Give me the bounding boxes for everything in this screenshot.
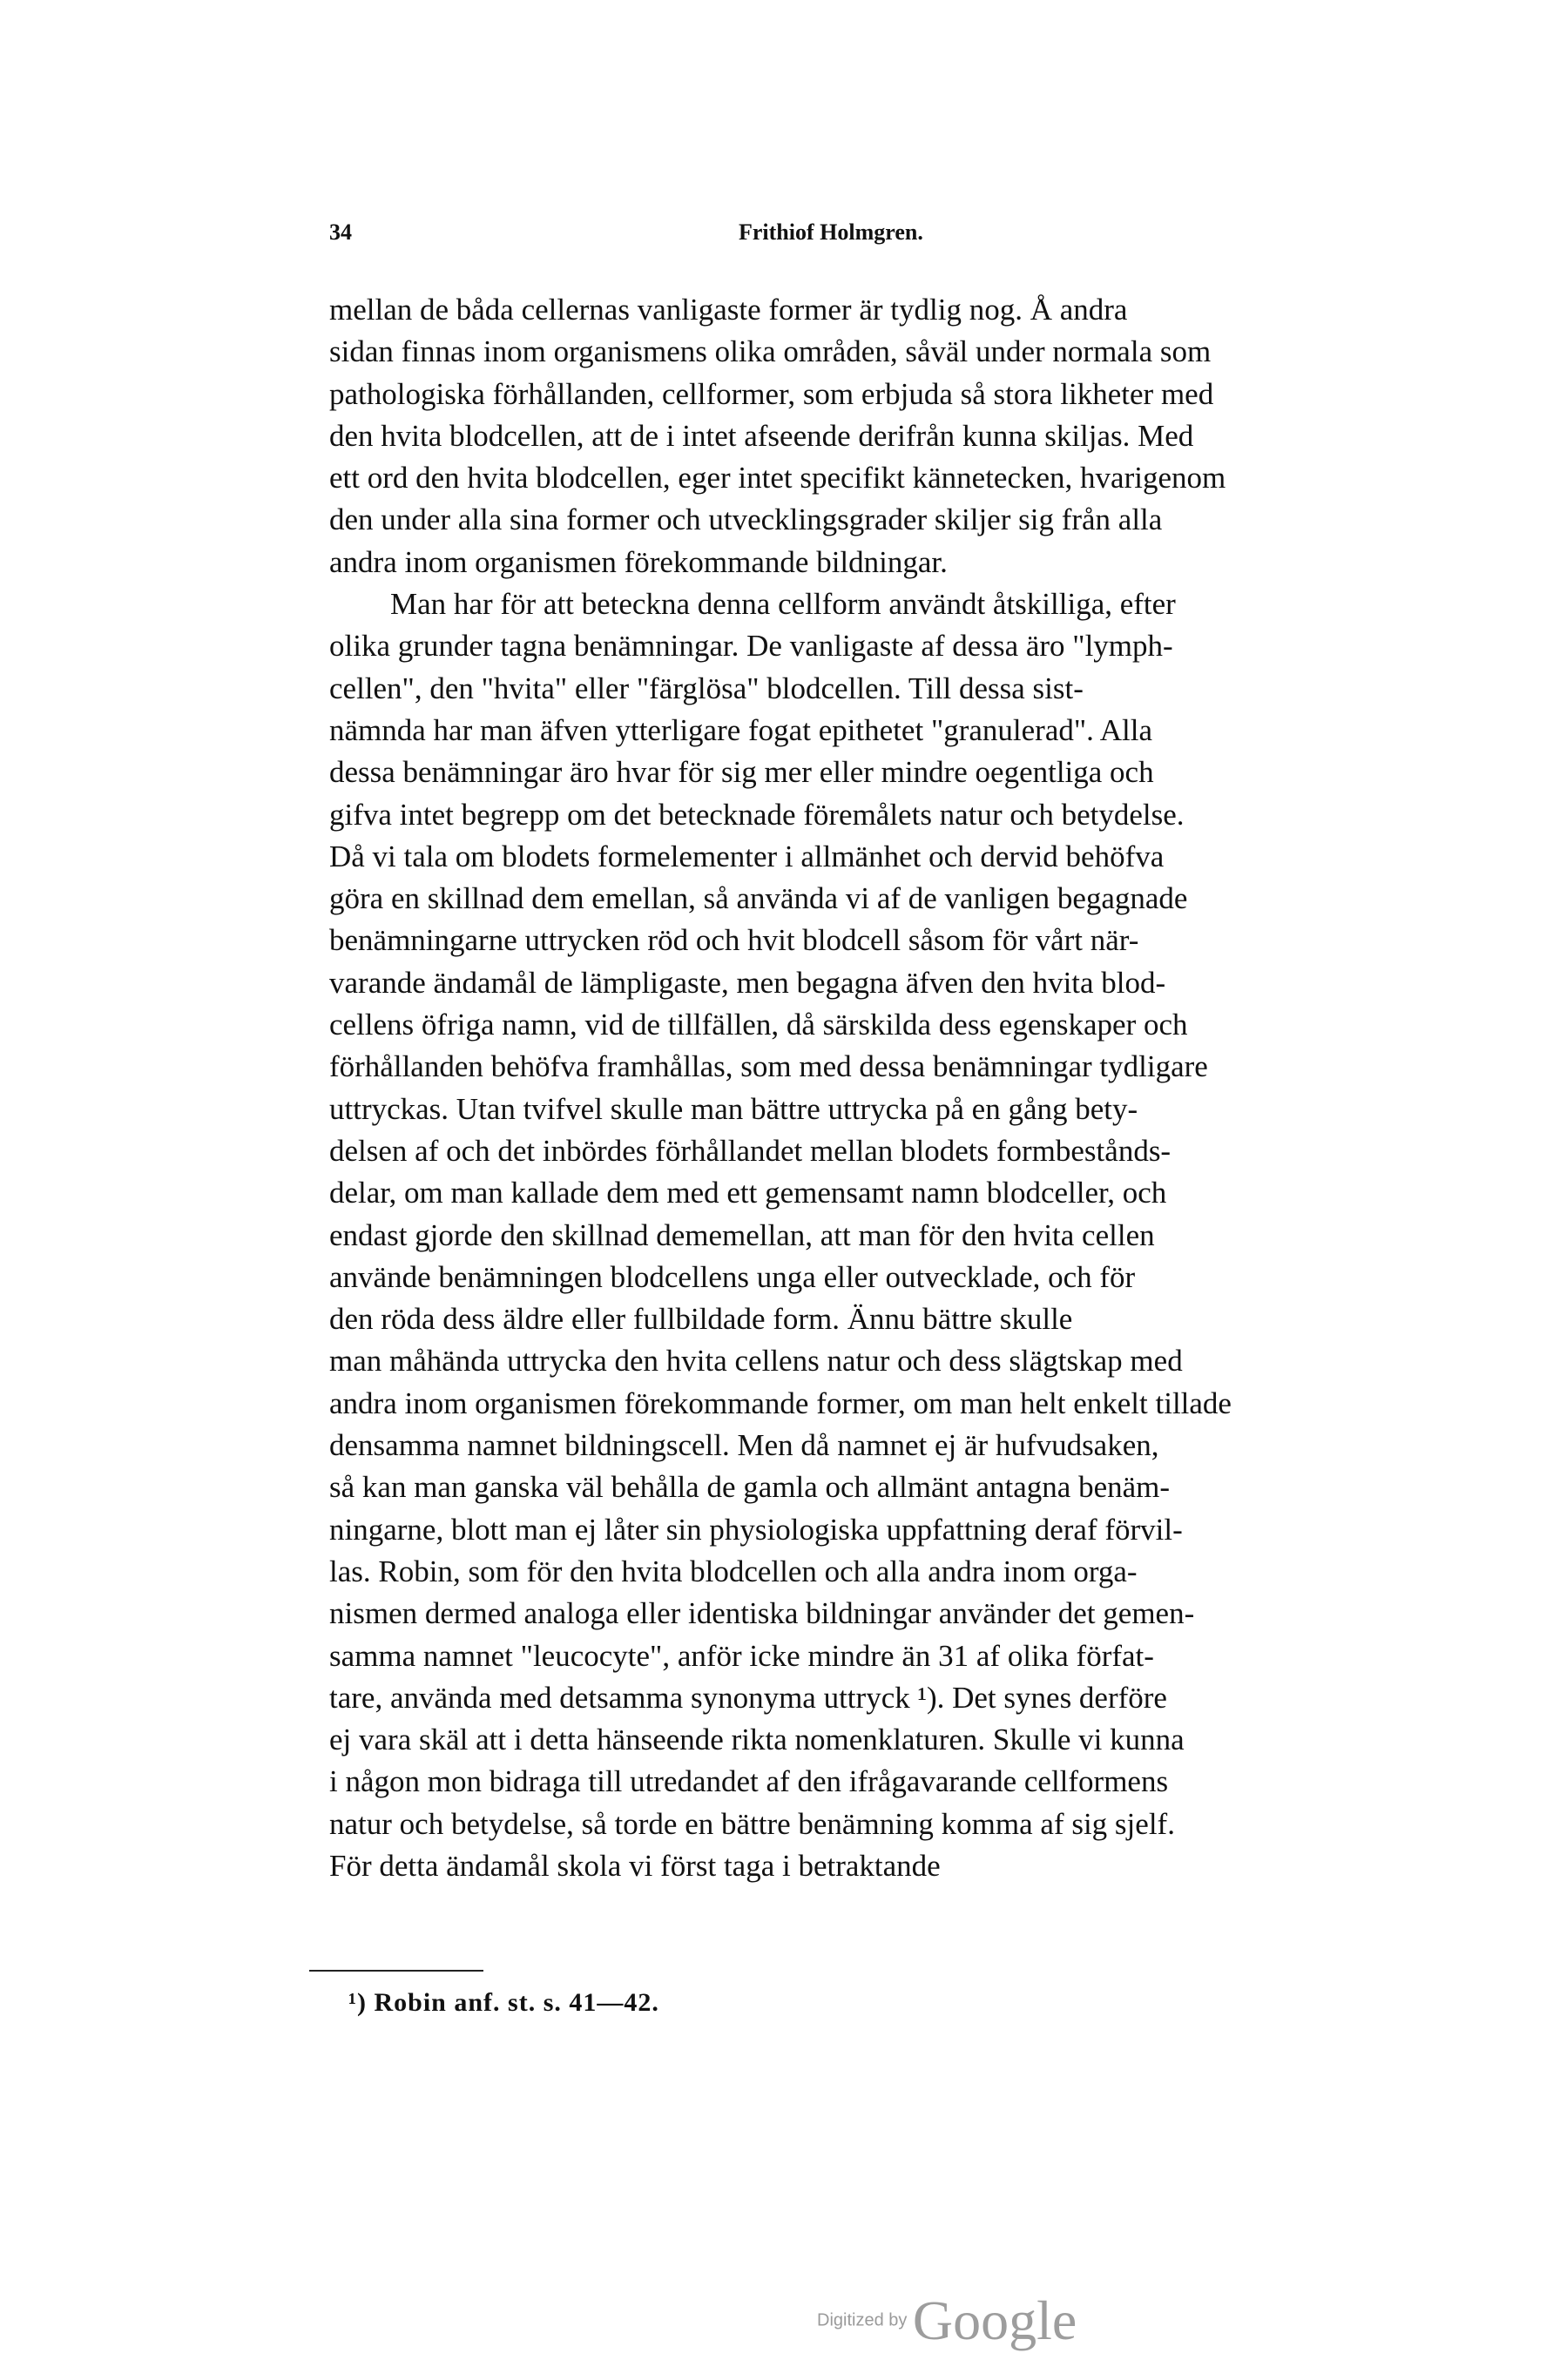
running-head bbox=[329, 219, 1017, 254]
text-line: ej vara skäl att i detta hänseende rikta nomenklaturen. Skulle vi kunna bbox=[329, 1723, 1185, 1757]
text-line: natur och betydelse, så torde en bättre benämning komma af sig sjelf. bbox=[329, 1806, 1175, 1841]
text-line: För detta ändamål skola vi först taga i betraktande bbox=[329, 1848, 941, 1883]
text-line: gifva intet begrepp om det betecknade föremålets natur och betydelse. bbox=[329, 797, 1185, 832]
text-line: mellan de båda cellernas vanligaste former är tydlig nog. Å andra bbox=[329, 293, 1128, 327]
text-line: tare, använda med detsamma synonyma uttryck ¹). Det synes derföre bbox=[329, 1680, 1167, 1715]
body-text bbox=[329, 289, 1232, 1887]
google-wordmark: Google bbox=[912, 2289, 1077, 2351]
text-line: delsen af och det inbördes förhållandet mellan blodets formbestånds- bbox=[329, 1133, 1172, 1168]
text-line: varande ändamål de lämpligaste, men begagna äfven den hvita blod- bbox=[329, 965, 1166, 1000]
text-line: så kan man ganska väl behålla de gamla och allmänt antagna benäm- bbox=[329, 1470, 1171, 1505]
text-line: Man har för att beteckna denna cellform användt åtskilliga, efter bbox=[390, 587, 1176, 622]
text-line: las. Robin, som för den hvita blodcellen och alla andra inom orga- bbox=[329, 1554, 1138, 1588]
text-line: andra inom organismen förekommande former, om man helt enkelt tillade bbox=[329, 1386, 1232, 1420]
text-line: ningarne, blott man ej låter sin physiologiska uppfattning deraf förvil- bbox=[329, 1512, 1183, 1547]
text-line: i någon mon bidraga till utredandet af den ifrågavarande cellformens bbox=[329, 1764, 1169, 1799]
text-line: andra inom organismen förekommande bildningar. bbox=[329, 544, 948, 579]
text-line: cellens öfriga namn, vid de tillfällen, då särskilda dess egenskaper och bbox=[329, 1008, 1188, 1042]
text-line: samma namnet "leucocyte", anför icke mindre än 31 af olika förfat- bbox=[329, 1638, 1154, 1673]
footnote-rule bbox=[309, 1970, 483, 1972]
text-line: nämnda har man äfven ytterligare fogat epithetet "granulerad". Alla bbox=[329, 712, 1152, 747]
text-line: använde benämningen blodcellens unga eller outvecklade, och för bbox=[329, 1259, 1136, 1294]
text-line: förhållanden behöfva framhållas, som med dessa benämningar tydligare bbox=[329, 1049, 1208, 1084]
page-number: 34 bbox=[329, 219, 352, 245]
text-line: nismen dermed analoga eller identiska bildningar använder det gemen- bbox=[329, 1596, 1195, 1631]
text-line: olika grunder tagna benämningar. De vanligaste af dessa äro "lymph- bbox=[329, 629, 1173, 664]
text-line: göra en skillnad dem emellan, så använda vi af de vanligen begagnade bbox=[329, 881, 1188, 916]
text-line: dessa benämningar äro hvar för sig mer eller mindre oegentliga och bbox=[329, 755, 1154, 790]
running-title: Frithiof Holmgren. bbox=[739, 219, 923, 245]
text-line: man måhända uttrycka den hvita cellens natur och dess slägtskap med bbox=[329, 1344, 1183, 1379]
text-line: densamma namnet bildningscell. Men då namnet ej är hufvudsaken, bbox=[329, 1428, 1159, 1463]
digitized-label: Digitized by bbox=[817, 2310, 908, 2330]
text-line: den hvita blodcellen, att de i intet afseende derifrån kunna skiljas. Med bbox=[329, 418, 1194, 453]
text-line: cellen", den "hvita" eller "färglösa" blodcellen. Till dessa sist- bbox=[329, 671, 1084, 705]
text-line: uttryckas. Utan tvifvel skulle man bättre uttrycka på en gång bety- bbox=[329, 1091, 1138, 1126]
digitized-by-watermark bbox=[817, 2289, 1077, 2353]
text-line: benämningarne uttrycken röd och hvit blodcell såsom för vårt när- bbox=[329, 923, 1139, 958]
footnote: ¹) Robin anf. st. s. 41—42. bbox=[348, 1988, 659, 2017]
text-line: pathologiska förhållanden, cellformer, som erbjuda så stora likheter med bbox=[329, 376, 1214, 411]
text-line: delar, om man kallade dem med ett gemensamt namn blodceller, och bbox=[329, 1176, 1167, 1210]
text-line: den under alla sina former och utvecklingsgrader skiljer sig från alla bbox=[329, 502, 1163, 537]
text-line: endast gjorde den skillnad dememellan, att man för den hvita cellen bbox=[329, 1217, 1155, 1252]
text-line: ett ord den hvita blodcellen, eger intet specifikt kännetecken, hvarigenom bbox=[329, 461, 1226, 496]
text-line: sidan finnas inom organismens olika områden, såväl under normala som bbox=[329, 334, 1212, 369]
text-line: Då vi tala om blodets formelementer i allmänhet och dervid behöfva bbox=[329, 839, 1165, 873]
text-line: den röda dess äldre eller fullbildade form. Ännu bättre skulle bbox=[329, 1302, 1073, 1337]
